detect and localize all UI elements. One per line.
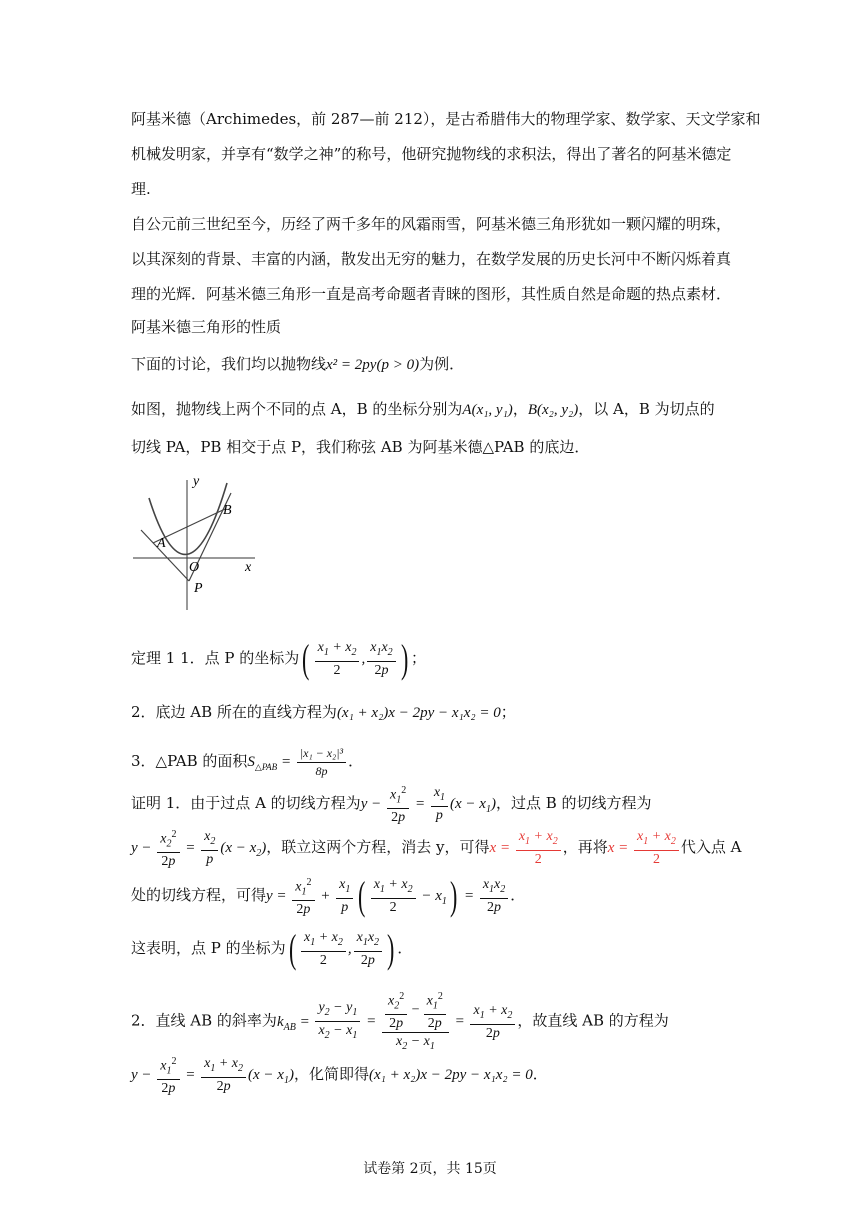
label-o: O [189,560,200,575]
setup-line-1 [131,398,715,421]
label-x: x [245,560,252,575]
label-b: B [223,503,232,518]
setup-text-a: 如图，抛物线上两个不同的点 A，B 的坐标分别为 [131,400,463,418]
area-numerator: |x₁ − x₂|³ [297,745,346,763]
proof-line-5: 2．直线 AB 的斜率为$k_{AB}$ = $\frac{y_2 - y_1}{x_2 - x_1}$ = $\frac{x_2^2}{2p}$ − $\frac{x_1^2}{2p}$ $x_2 - x_1$ = $\frac{x_1 + x_2}{2p}$ ，故直线 AB 的方程为 [131,988,669,1058]
proof-5-end: ，故直线 AB 的方程为 [517,1011,669,1030]
section-heading: 阿基米德三角形的性质 [131,318,282,336]
proof-line-4: 这表明，点 P 的坐标为( $\frac{x_1 + x_2}{2}$ , $\frac{x_1x_2}{2p}$ ) ． [131,926,413,971]
theorem-1-end: ； [411,649,427,667]
area-symbol: S [247,754,255,770]
proof-2-mid2: ，再将 [562,838,608,857]
proof-line-1: 证明 1．由于过点 A 的切线方程为y − $\frac{x_1^2}{2p}$ = $\frac{x_1}{p}$ $(x - x_1)$，过点 B 的切线方程为 [131,782,652,830]
proof-line-6: y − $\frac{x_1^2}{2p}$ = $\frac{x_1 + x_2}{2p}$ $(x - x_1)$，化简即得(x₁ + x₂)x − 2py − x₁x₂ = 0． [131,1052,548,1103]
theorem-line-1: 定理 1 1．点 P 的坐标为( $\frac{x_1 + x_2}{2}$ , $\frac{x_1x_2}{2p}$ ) ； [131,636,427,681]
proof-1-mid: ，过点 B 的切线方程为 [495,794,652,813]
proof-1-text: 证明 1．由于过点 A 的切线方程为 [131,794,361,813]
setup-line-2: 切线 PA，PB 相交于点 P，我们称弦 AB 为阿基米德△PAB 的底边． [131,438,590,456]
intro-line-1: 阿基米德（Archimedes，前 287—前 212），是古希腊伟大的物理学家、数学家、天文学家和 [131,110,761,128]
proof-3-text: 处的切线方程，可得 [131,886,267,904]
intro-line-6: 理的光辉．阿基米德三角形一直是高考命题者青睐的图形，其性质自然是命题的热点素材． [131,285,732,303]
theorem-2-text: 2．底边 AB 所在的直线方程为 [131,703,337,721]
theorem-3-end: ． [348,752,364,770]
area-subscript: △PAB [254,762,278,772]
theorem-1-text: 定理 1 1．点 P 的坐标为 [131,649,300,667]
simplified-equation: (x₁ + x₂)x − 2py − x₁x₂ = 0 [368,1067,533,1083]
intro-line-3: 理. [131,180,151,198]
point-b-coords: B(x₂, y₂) [527,402,579,418]
separator: ， [512,400,528,418]
line-equation: (x₁ + x₂)x − 2py − x₁x₂ = 0 [336,705,501,721]
discussion-prefix: 下面的讨论，我们均以抛物线 [131,355,327,373]
setup-text-b: ，以 A，B 为切点的 [578,400,715,418]
label-p: P [194,581,203,596]
point-a-coords: A(x₁, y₁) [462,402,513,418]
proof-line-2: y − $\frac{x_2^2}{2p}$ = $\frac{x_2}{p}$ $(x - x_2)$，联立这两个方程，消去 y，可得x = $\frac{x_1 + x_2}{2}$ ，再将x = $\frac{x_1 + x_2}{2}$ 代入点 A [131,826,742,874]
proof-6-mid: ，化简即得 [293,1065,369,1083]
theorem-2-end: ； [500,703,516,721]
label-y: y [193,475,200,489]
proof-line-3: 处的切线方程，可得y = $\frac{x_1^2}{2p}$ + $\frac{x_1}{p}$ ( $\frac{x_1 + x_2}{2}$ − $x_1$) = $\frac{x_1x_2}{2p}$ ． [131,873,526,918]
theorem-3-text: 3．△PAB 的面积 [131,752,248,770]
intro-line-5: 以其深刻的背景、丰富的内涵，散发出无穷的魅力，在数学发展的历史长河中不断闪烁着真 [131,250,732,268]
intro-line-2: 机械发明家，并享有“数学之神”的称号，他研究抛物线的求积法，得出了著名的阿基米德定 [131,145,732,163]
proof-2-mid: ，联立这两个方程，消去 y，可得 [266,838,490,857]
theorem-line-3: 3．△PAB 的面积$S_{\triangle PAB}$ = $\frac{\text{|x₁ − x₂|³}}{8p}$ ． [131,745,364,778]
label-a: A [157,536,166,551]
intro-line-4: 自公元前三世纪至今，历经了两千多年的风霜雨雪，阿基米德三角形犹如一颗闪耀的明珠， [131,215,732,233]
proof-5-text: 2．直线 AB 的斜率为 [131,1011,277,1030]
proof-4-text: 这表明，点 P 的坐标为 [131,939,286,957]
theorem-line-2 [131,701,516,724]
proof-2-end: 代入点 A [680,838,742,857]
parabola-formula: x² = 2py(p > 0) [326,357,420,373]
proof-6-end: ． [532,1065,548,1083]
area-denominator: 8p [315,763,328,778]
parabola-figure [131,475,261,615]
proof-4-end: ． [397,939,413,957]
proof-3-end: ． [510,886,526,904]
discussion-suffix: 为例． [419,355,465,373]
discussion-line [131,353,464,376]
page-footer: 试卷第 2页，共 15页 [363,1161,497,1177]
